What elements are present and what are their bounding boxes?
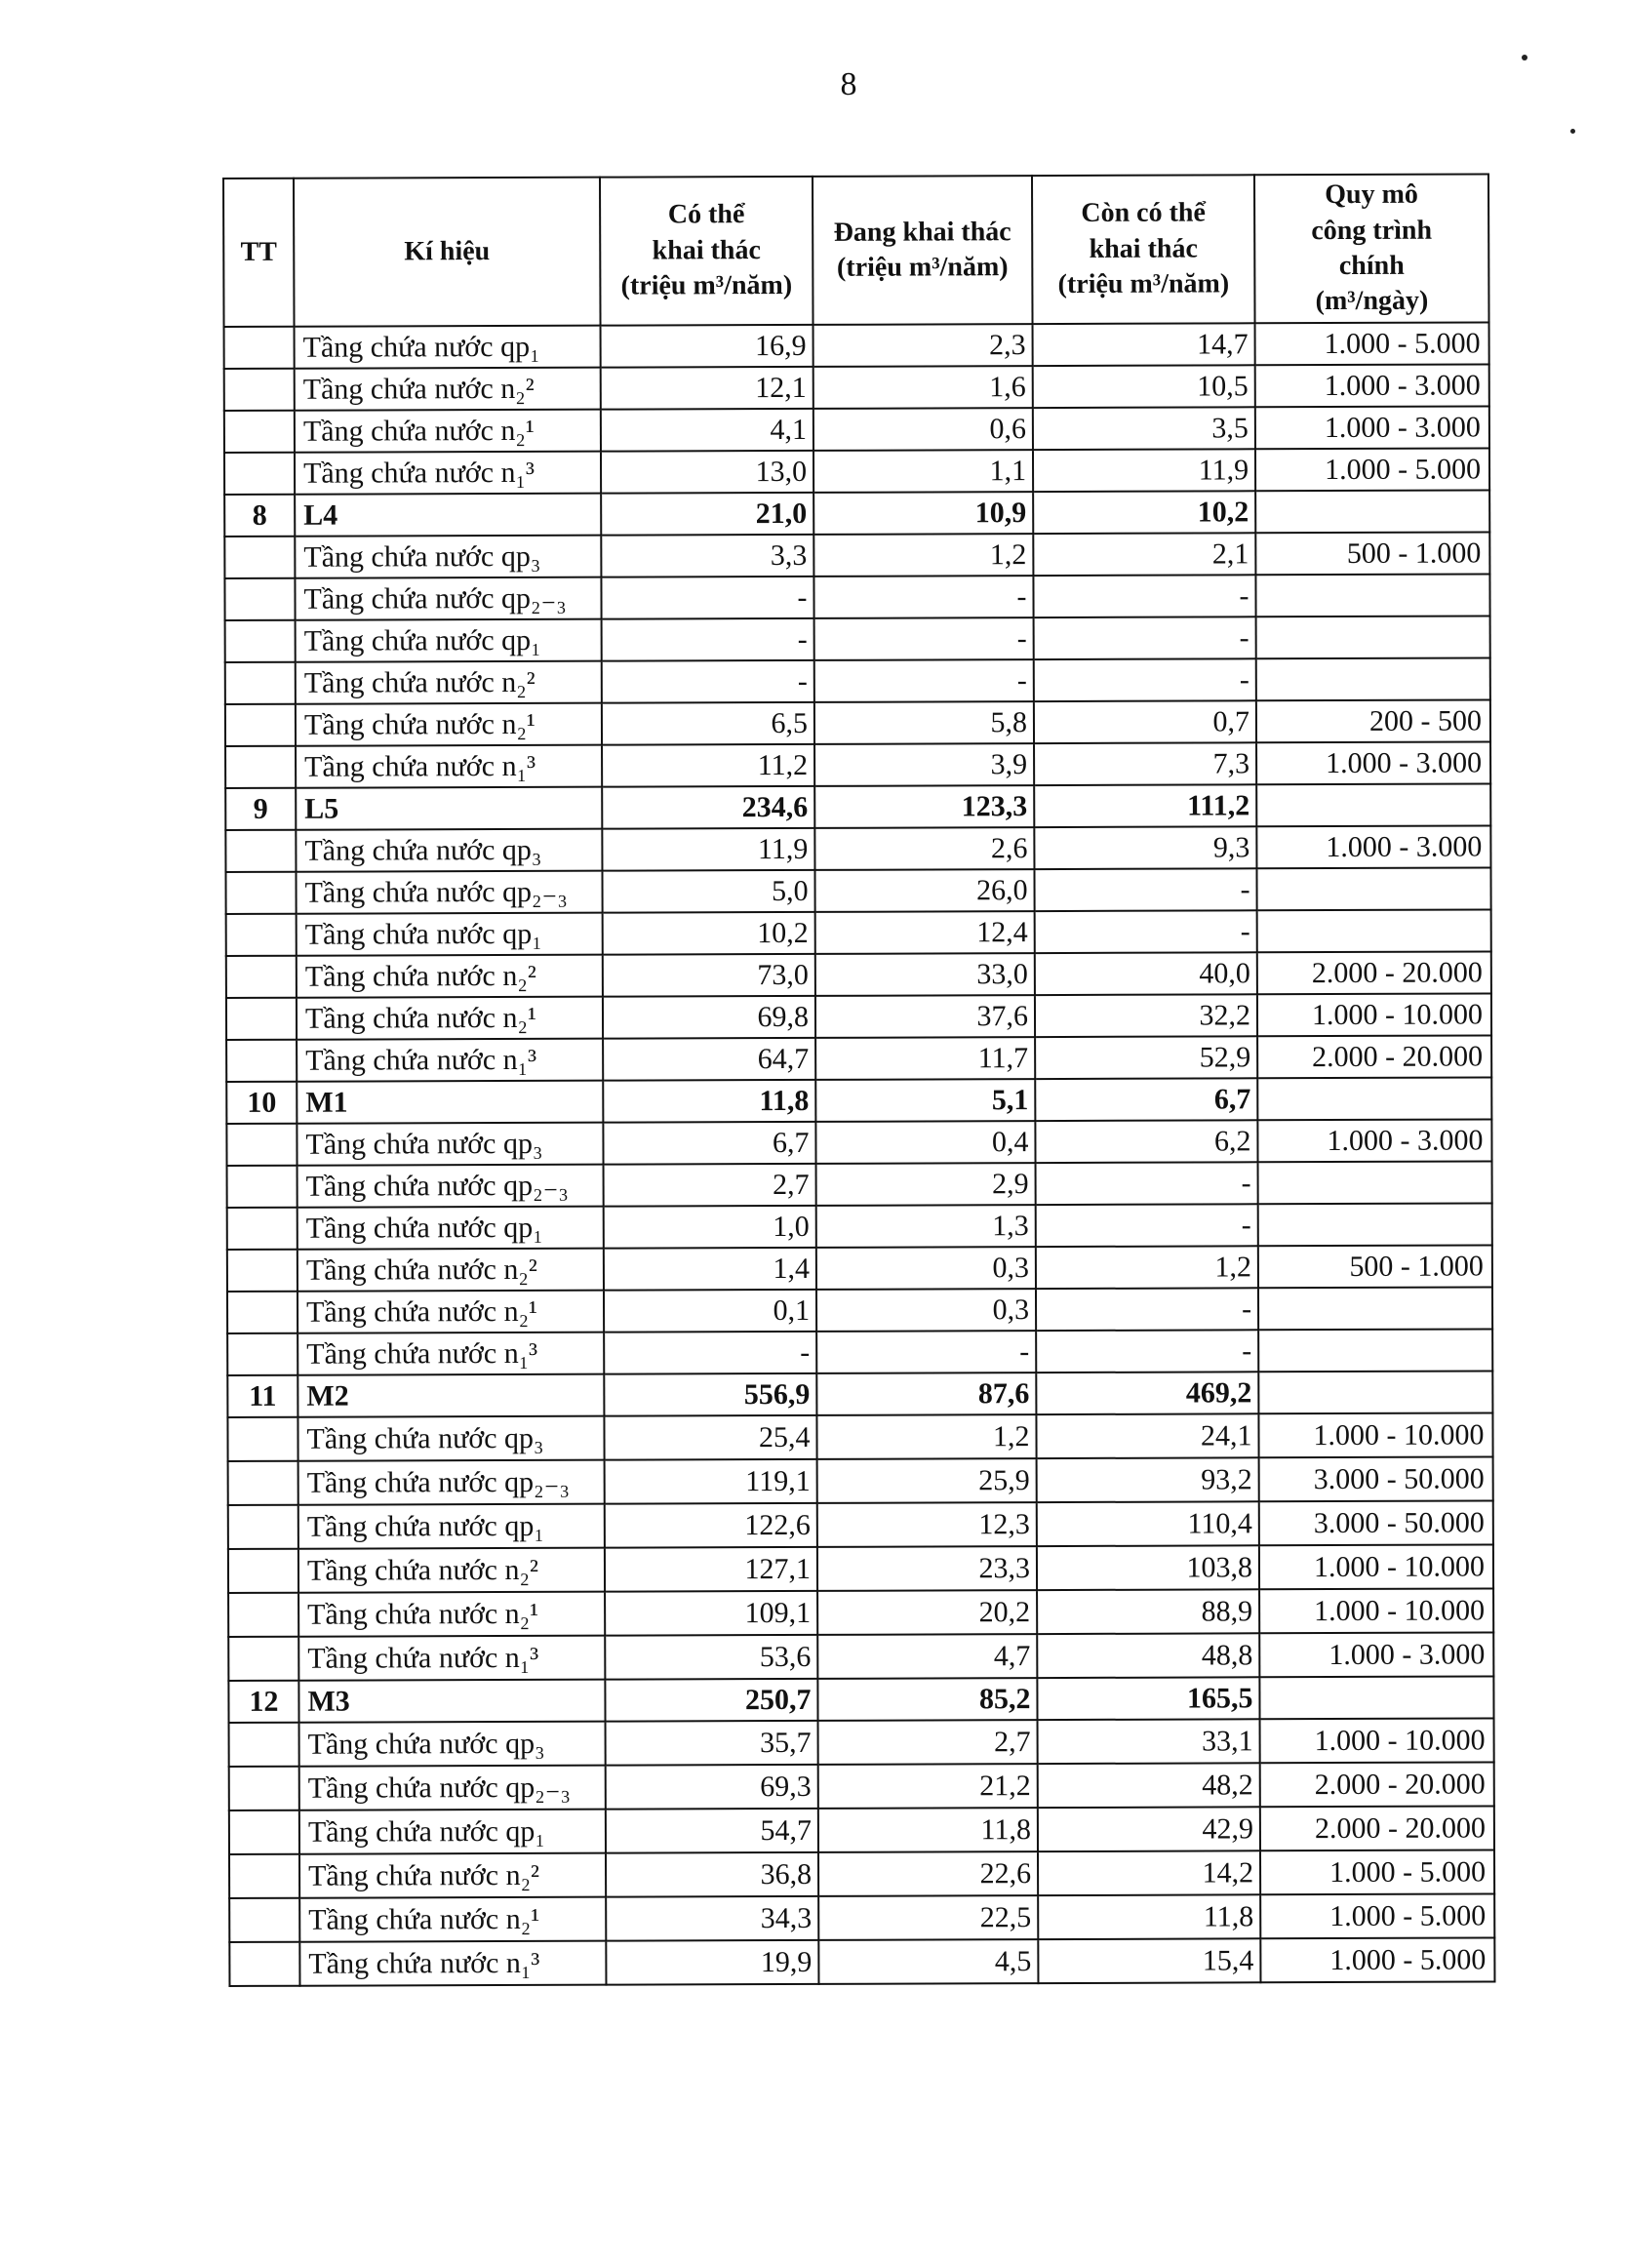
row-index-cell [226, 1124, 297, 1166]
header-line: chính [1338, 250, 1405, 282]
can-exploit-cell: 35,7 [606, 1721, 818, 1766]
remaining-cell: 40,0 [1035, 952, 1257, 995]
aquifer-name-cell: Tầng chứa nước qp₂₋₃ [299, 1766, 606, 1810]
can-exploit-cell: 13,0 [601, 451, 813, 494]
scale-cell: 1.000 - 10.000 [1259, 1544, 1493, 1589]
row-index-cell [226, 956, 297, 998]
aquifer-name-cell: Tầng chứa nước qp₁ [295, 326, 601, 369]
scale-cell: 1.000 - 3.000 [1259, 1632, 1493, 1677]
exploiting-cell: - [816, 1331, 1036, 1373]
exploiting-cell: 1,3 [816, 1205, 1036, 1248]
table-row [225, 699, 1490, 746]
remaining-cell: 10,2 [1033, 491, 1255, 534]
can-exploit-cell: 4,1 [601, 409, 813, 452]
scale-cell: 500 - 1.000 [1258, 1245, 1492, 1288]
row-index-cell [225, 830, 296, 872]
aquifer-name-cell: Tầng chứa nước n₂² [295, 368, 601, 411]
remaining-cell: - [1035, 910, 1257, 953]
aquifer-name-cell: Tầng chứa nước n₁³ [295, 452, 601, 495]
exploiting-cell: 0,6 [813, 408, 1033, 451]
remaining-cell: 7,3 [1034, 742, 1256, 785]
row-index-cell [224, 537, 295, 578]
row-index-cell [224, 369, 295, 411]
aquifer-name-cell: Tầng chứa nước n₂¹ [295, 410, 601, 453]
remaining-cell: - [1034, 617, 1256, 659]
row-index-cell: 9 [225, 788, 296, 830]
table-row [229, 1718, 1494, 1767]
row-index-cell [225, 620, 296, 662]
row-index-cell: 11 [227, 1375, 297, 1417]
aquifer-name-cell: Tầng chứa nước qp₁ [298, 1504, 605, 1549]
scale-cell: 1.000 - 5.000 [1260, 1937, 1494, 1982]
scale-cell: 200 - 500 [1256, 699, 1490, 742]
exploiting-cell: 4,5 [818, 1939, 1038, 1984]
remaining-cell: 3,5 [1033, 407, 1255, 450]
exploiting-cell: 85,2 [817, 1678, 1037, 1721]
can-exploit-cell: - [601, 577, 813, 619]
table-header-row [223, 174, 1489, 327]
row-index-cell [228, 1505, 298, 1549]
aquifer-name-cell: Tầng chứa nước n₂¹ [297, 1291, 604, 1333]
table-row [226, 1119, 1491, 1166]
can-exploit-cell: 2,7 [604, 1164, 816, 1207]
scale-cell: 1.000 - 10.000 [1259, 1588, 1493, 1633]
row-index-cell [226, 1040, 297, 1082]
scale-cell: 500 - 1.000 [1255, 532, 1489, 575]
aquifer-name-cell: Tầng chứa nước n₁³ [297, 1333, 604, 1375]
table-row [227, 1245, 1492, 1292]
row-index-cell [224, 578, 295, 620]
aquifer-name-cell: Tầng chứa nước qp₂₋₃ [296, 871, 602, 914]
header-remaining [1032, 175, 1255, 324]
row-index-cell [229, 1810, 299, 1854]
exploiting-cell: 123,3 [814, 785, 1034, 828]
exploiting-cell: 12,3 [817, 1502, 1037, 1547]
scale-cell [1257, 909, 1491, 952]
remaining-cell: 93,2 [1037, 1457, 1259, 1502]
remaining-cell: 10,5 [1033, 365, 1255, 408]
exploiting-cell: - [814, 659, 1034, 702]
row-index-cell [229, 1898, 299, 1942]
can-exploit-cell: 3,3 [601, 535, 813, 577]
exploiting-cell: 0,4 [815, 1121, 1035, 1164]
aquifer-name-cell: Tầng chứa nước n₂² [296, 661, 602, 704]
scale-cell: 1.000 - 5.000 [1255, 322, 1489, 365]
can-exploit-cell: 16,9 [601, 325, 813, 368]
scale-cell [1256, 783, 1490, 826]
table-row [224, 448, 1489, 495]
scale-cell [1257, 1077, 1491, 1120]
can-exploit-cell: 21,0 [601, 493, 813, 536]
table-row [226, 909, 1491, 956]
scale-cell: 1.000 - 10.000 [1258, 1413, 1492, 1457]
aquifer-name-cell: M2 [297, 1374, 604, 1417]
exploiting-cell: 4,7 [817, 1634, 1037, 1679]
row-index-cell [226, 914, 297, 956]
can-exploit-cell: 69,8 [603, 996, 815, 1039]
exploiting-cell: 11,7 [815, 1037, 1035, 1080]
aquifer-name-cell: Tầng chứa nước n₁³ [296, 745, 602, 788]
exploiting-cell: 1,2 [816, 1414, 1036, 1459]
row-index-cell [226, 998, 297, 1040]
remaining-cell: 24,1 [1036, 1413, 1258, 1458]
header-line: khai thác [652, 234, 761, 266]
aquifer-name-cell: Tầng chứa nước qp₁ [299, 1810, 606, 1854]
row-index-cell [229, 1942, 299, 1986]
aquifer-name-cell: Tầng chứa nước qp₃ [297, 1416, 604, 1461]
remaining-cell: 1,2 [1036, 1246, 1258, 1289]
table-row [224, 322, 1489, 369]
row-index-cell [227, 1208, 297, 1250]
table-row [229, 1762, 1494, 1810]
table-row [226, 993, 1491, 1040]
table-row [224, 574, 1489, 620]
can-exploit-cell: 73,0 [603, 954, 815, 997]
remaining-cell: - [1036, 1330, 1258, 1373]
aquifer-name-cell: Tầng chứa nước n₂² [297, 1249, 604, 1292]
aquifer-name-cell: Tầng chứa nước qp₁ [297, 913, 603, 956]
exploiting-cell: 22,6 [818, 1851, 1038, 1896]
remaining-cell: 469,2 [1036, 1372, 1258, 1414]
table-group-row [224, 490, 1489, 537]
exploiting-cell: 1,1 [813, 450, 1033, 493]
remaining-cell: 6,2 [1035, 1120, 1257, 1163]
can-exploit-cell: - [602, 618, 814, 661]
header-line: Đang khai thác [833, 216, 1011, 248]
exploiting-cell: 10,9 [813, 492, 1033, 535]
table-row [228, 1456, 1493, 1505]
aquifer-name-cell: M3 [298, 1680, 605, 1723]
remaining-cell: 33,1 [1038, 1719, 1260, 1764]
can-exploit-cell: 19,9 [606, 1940, 818, 1985]
header-line: (triệu m³/năm) [620, 270, 793, 301]
table-row [229, 1937, 1494, 1986]
remaining-cell: 32,2 [1035, 994, 1257, 1037]
header-scale [1254, 174, 1489, 323]
can-exploit-cell: 250,7 [605, 1679, 817, 1722]
scale-cell [1258, 1203, 1492, 1246]
scale-cell: 2.000 - 20.000 [1260, 1762, 1494, 1807]
remaining-cell: 88,9 [1037, 1589, 1259, 1634]
can-exploit-cell: 34,3 [606, 1896, 818, 1941]
scale-cell: 1.000 - 5.000 [1255, 448, 1489, 491]
table-row [227, 1329, 1492, 1375]
row-index-cell [229, 1723, 299, 1767]
can-exploit-cell: 119,1 [605, 1459, 817, 1504]
remaining-cell: 15,4 [1038, 1938, 1260, 1983]
row-index-cell [228, 1461, 298, 1505]
row-index-cell [227, 1417, 297, 1461]
remaining-cell: 11,9 [1033, 449, 1255, 492]
aquifer-name-cell: Tầng chứa nước n₂¹ [298, 1592, 605, 1637]
scale-cell: 2.000 - 20.000 [1257, 951, 1491, 994]
aquifer-name-cell: Tầng chứa nước qp₁ [296, 619, 602, 662]
can-exploit-cell: 11,9 [602, 828, 814, 871]
remaining-cell: 110,4 [1037, 1501, 1259, 1546]
can-exploit-cell: 53,6 [605, 1635, 817, 1680]
scan-speck [1522, 55, 1527, 60]
remaining-cell: 111,2 [1034, 784, 1256, 827]
can-exploit-cell: - [602, 660, 814, 703]
remaining-cell: 9,3 [1034, 826, 1256, 869]
exploiting-cell: 1,6 [813, 366, 1033, 409]
header-symbol: Kí hiệu [294, 178, 601, 327]
exploiting-cell: 22,5 [818, 1895, 1038, 1940]
scale-cell [1256, 616, 1490, 658]
table-row [226, 1035, 1491, 1082]
can-exploit-cell: 10,2 [603, 912, 815, 955]
row-index-cell [225, 746, 296, 788]
row-index-cell [229, 1767, 299, 1810]
can-exploit-cell: 69,3 [606, 1765, 818, 1810]
page-number: 8 [840, 66, 857, 102]
remaining-cell: 42,9 [1038, 1807, 1260, 1851]
table-row [225, 657, 1490, 704]
can-exploit-cell: - [604, 1332, 816, 1374]
row-index-cell [228, 1593, 298, 1637]
can-exploit-cell: 64,7 [603, 1038, 815, 1081]
row-index-cell [227, 1166, 297, 1208]
aquifer-name-cell: Tầng chứa nước qp₂₋₃ [297, 1165, 604, 1208]
remaining-cell: - [1033, 575, 1255, 617]
table-row [229, 1806, 1494, 1854]
scale-cell: 1.000 - 3.000 [1255, 406, 1489, 449]
scale-cell [1255, 574, 1489, 617]
header-line: Có thể [667, 199, 745, 230]
remaining-cell: 0,7 [1034, 700, 1256, 743]
scale-cell: 1.000 - 10.000 [1260, 1718, 1494, 1763]
aquifer-name-cell: Tầng chứa nước qp₃ [299, 1722, 606, 1767]
aquifer-name-cell: Tầng chứa nước n₁³ [298, 1636, 605, 1681]
row-index-cell: 8 [224, 495, 295, 537]
table-row [227, 1203, 1492, 1250]
can-exploit-cell: 6,7 [603, 1122, 815, 1165]
table-row [225, 741, 1490, 788]
header-tt: TT [223, 179, 295, 327]
can-exploit-cell: 12,1 [601, 367, 813, 410]
aquifer-name-cell: Tầng chứa nước qp₂₋₃ [295, 577, 601, 620]
header-exploiting [813, 176, 1033, 325]
exploiting-cell: 5,1 [815, 1079, 1035, 1122]
row-index-cell [225, 662, 296, 704]
exploiting-cell: 20,2 [817, 1590, 1037, 1635]
aquifer-name-cell: Tầng chứa nước n₁³ [297, 1039, 603, 1082]
scale-cell [1258, 1329, 1492, 1372]
remaining-cell: 14,7 [1033, 323, 1255, 366]
can-exploit-cell: 36,8 [606, 1852, 818, 1897]
table-row [227, 1413, 1492, 1461]
table-row [228, 1544, 1493, 1593]
table-row [228, 1500, 1493, 1549]
scale-cell: 1.000 - 5.000 [1260, 1850, 1494, 1894]
scale-cell [1258, 1287, 1492, 1330]
row-index-cell [224, 453, 295, 495]
aquifer-name-cell: Tầng chứa nước n₂¹ [299, 1897, 606, 1942]
remaining-cell: 48,8 [1037, 1633, 1259, 1678]
scale-cell: 1.000 - 10.000 [1257, 993, 1491, 1036]
remaining-cell: 14,2 [1038, 1850, 1260, 1895]
scale-cell: 3.000 - 50.000 [1259, 1500, 1493, 1545]
table-group-row [225, 783, 1490, 830]
exploiting-cell: 11,8 [818, 1808, 1038, 1852]
exploiting-cell: 87,6 [816, 1373, 1036, 1415]
aquifer-name-cell: Tầng chứa nước n₂² [297, 955, 603, 998]
scale-cell: 1.000 - 3.000 [1256, 741, 1490, 784]
can-exploit-cell: 556,9 [604, 1373, 816, 1416]
aquifer-name-cell: L4 [295, 494, 601, 537]
header-line: Còn có thể [1081, 197, 1206, 229]
scale-cell [1256, 657, 1490, 700]
aquifer-name-cell: Tầng chứa nước n₂¹ [296, 703, 602, 746]
scale-cell [1259, 1676, 1493, 1719]
aquifer-name-cell: L5 [296, 787, 602, 830]
scale-cell: 2.000 - 20.000 [1260, 1806, 1494, 1850]
remaining-cell: - [1036, 1162, 1258, 1205]
header-can-exploit [600, 177, 813, 326]
header-line: (triệu m³/năm) [836, 252, 1009, 283]
aquifer-name-cell: Tầng chứa nước qp₃ [297, 1123, 603, 1166]
row-index-cell [224, 411, 295, 453]
exploiting-cell: 2,6 [814, 827, 1034, 870]
table-row [225, 825, 1490, 872]
exploiting-cell: 26,0 [814, 869, 1034, 912]
can-exploit-cell: 122,6 [605, 1503, 817, 1548]
header-line: công trình [1311, 215, 1433, 246]
row-index-cell [228, 1549, 298, 1593]
scale-cell [1256, 867, 1490, 910]
can-exploit-cell: 1,0 [604, 1206, 816, 1249]
scale-cell: 3.000 - 50.000 [1259, 1456, 1493, 1501]
can-exploit-cell: 0,1 [604, 1290, 816, 1333]
exploiting-cell: 23,3 [817, 1546, 1037, 1591]
scale-cell [1258, 1371, 1492, 1413]
table-row [229, 1850, 1494, 1898]
exploiting-cell: 25,9 [817, 1458, 1037, 1503]
table-row [229, 1893, 1494, 1942]
exploiting-cell: - [814, 617, 1034, 660]
row-index-cell: 10 [226, 1082, 297, 1124]
can-exploit-cell: 109,1 [605, 1591, 817, 1636]
row-index-cell [225, 872, 296, 914]
can-exploit-cell: 11,8 [603, 1080, 815, 1123]
remaining-cell: - [1034, 658, 1256, 701]
scale-cell: 1.000 - 3.000 [1255, 364, 1489, 407]
table-body [224, 322, 1495, 1986]
table-row [225, 616, 1490, 662]
table-row [224, 532, 1489, 578]
table-group-row [226, 1077, 1491, 1124]
aquifer-name-cell: Tầng chứa nước n₂² [299, 1853, 606, 1898]
table-group-row [227, 1371, 1492, 1417]
header-line: khai thác [1089, 233, 1198, 264]
scale-cell: 1.000 - 3.000 [1257, 1119, 1491, 1162]
scale-cell [1258, 1161, 1492, 1204]
scan-speck [1570, 129, 1575, 134]
table-row [228, 1632, 1493, 1681]
exploiting-cell: 5,8 [814, 701, 1034, 744]
exploiting-cell: 0,3 [816, 1247, 1036, 1290]
table-row [224, 406, 1489, 453]
remaining-cell: 11,8 [1038, 1894, 1260, 1939]
exploiting-cell: - [813, 576, 1033, 618]
exploiting-cell: 33,0 [815, 953, 1035, 996]
can-exploit-cell: 1,4 [604, 1248, 816, 1291]
remaining-cell: 52,9 [1035, 1036, 1257, 1079]
aquifer-name-cell: Tầng chứa nước qp₂₋₃ [298, 1460, 605, 1505]
row-index-cell [224, 327, 295, 369]
aquifer-name-cell: Tầng chứa nước qp₃ [295, 536, 601, 578]
header-line: (triệu m³/năm) [1057, 268, 1230, 300]
scale-cell: 2.000 - 20.000 [1257, 1035, 1491, 1078]
can-exploit-cell: 5,0 [602, 870, 814, 913]
scale-cell: 1.000 - 3.000 [1256, 825, 1490, 868]
row-index-cell: 12 [228, 1681, 298, 1723]
exploiting-cell: 1,2 [813, 534, 1033, 577]
row-index-cell [225, 704, 296, 746]
aquifer-name-cell: Tầng chứa nước n₁³ [299, 1941, 606, 1986]
remaining-cell: - [1036, 1288, 1258, 1331]
row-index-cell [227, 1250, 297, 1292]
can-exploit-cell: 6,5 [602, 702, 814, 745]
row-index-cell [228, 1637, 298, 1681]
can-exploit-cell: 25,4 [604, 1415, 816, 1460]
remaining-cell: 103,8 [1037, 1545, 1259, 1590]
table-row [228, 1588, 1493, 1637]
table-row [224, 364, 1489, 411]
remaining-cell: 2,1 [1033, 533, 1255, 576]
exploiting-cell: 2,9 [816, 1163, 1036, 1206]
table-group-row [228, 1676, 1493, 1723]
remaining-cell: 165,5 [1037, 1677, 1259, 1720]
table-row [225, 867, 1490, 914]
groundwater-table [222, 173, 1495, 1987]
can-exploit-cell: 234,6 [602, 786, 814, 829]
remaining-cell: - [1036, 1204, 1258, 1247]
header-line: Quy mô [1325, 179, 1418, 211]
can-exploit-cell: 54,7 [606, 1809, 818, 1853]
aquifer-name-cell: Tầng chứa nước n₂¹ [297, 997, 603, 1040]
aquifer-name-cell: Tầng chứa nước n₂² [298, 1548, 605, 1593]
exploiting-cell: 12,4 [815, 911, 1035, 954]
table-row [226, 951, 1491, 998]
exploiting-cell: 37,6 [815, 995, 1035, 1038]
can-exploit-cell: 127,1 [605, 1547, 817, 1592]
scale-cell [1255, 490, 1489, 533]
remaining-cell: 48,2 [1038, 1763, 1260, 1808]
row-index-cell [227, 1333, 297, 1375]
aquifer-name-cell: Tầng chứa nước qp₁ [297, 1207, 604, 1250]
row-index-cell [227, 1292, 297, 1333]
table-row [227, 1161, 1492, 1208]
exploiting-cell: 0,3 [816, 1289, 1036, 1332]
can-exploit-cell: 11,2 [602, 744, 814, 787]
header-line: (m³/ngày) [1315, 286, 1429, 317]
exploiting-cell: 2,3 [813, 324, 1033, 367]
scale-cell: 1.000 - 5.000 [1260, 1893, 1494, 1938]
exploiting-cell: 2,7 [818, 1720, 1038, 1765]
aquifer-name-cell: Tầng chứa nước qp₃ [296, 829, 602, 872]
exploiting-cell: 21,2 [818, 1764, 1038, 1809]
remaining-cell: - [1034, 868, 1256, 911]
table-row [227, 1287, 1492, 1333]
row-index-cell [229, 1854, 299, 1898]
remaining-cell: 6,7 [1035, 1078, 1257, 1121]
exploiting-cell: 3,9 [814, 743, 1034, 786]
aquifer-name-cell: M1 [297, 1081, 603, 1124]
